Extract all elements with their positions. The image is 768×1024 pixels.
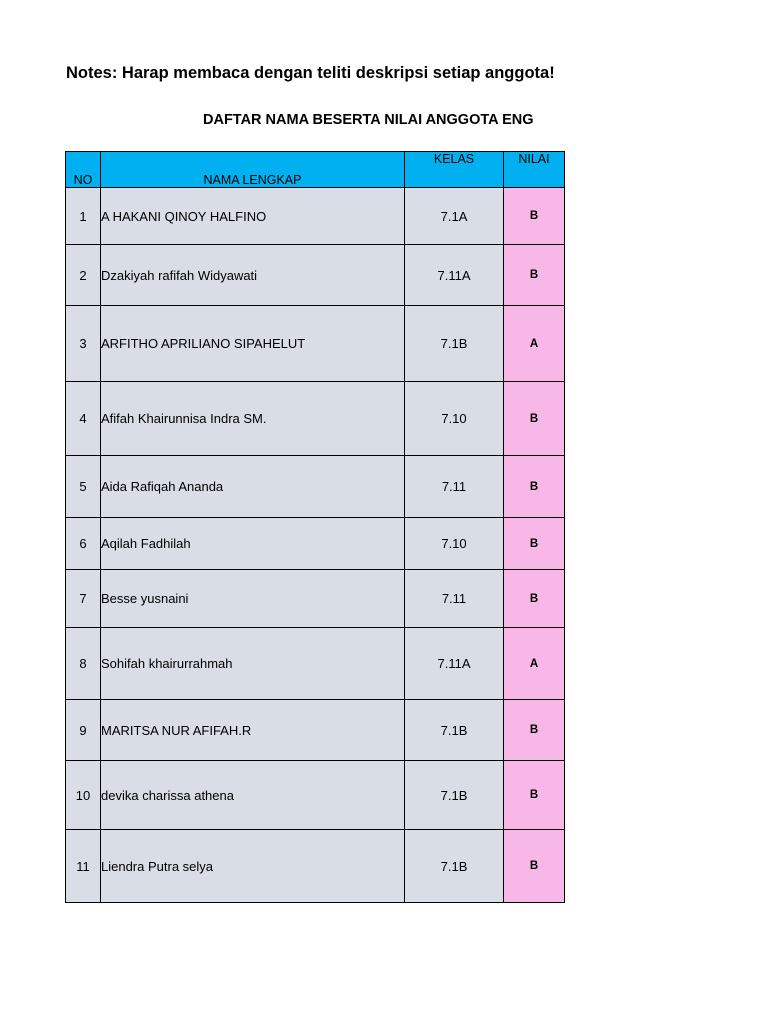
cell-nama: Besse yusnaini	[101, 570, 405, 628]
cell-nilai: B	[504, 830, 565, 903]
cell-kelas: 7.1A	[405, 188, 504, 245]
table-row	[66, 456, 565, 518]
cell-no: 7	[66, 570, 101, 628]
table-row	[66, 830, 565, 903]
cell-no: 3	[66, 306, 101, 382]
cell-no: 2	[66, 245, 101, 306]
cell-kelas: 7.1B	[405, 830, 504, 903]
cell-no: 9	[66, 700, 101, 761]
column-header-nilai: NILAI	[504, 152, 565, 188]
cell-kelas: 7.10	[405, 518, 504, 570]
table-row	[66, 700, 565, 761]
cell-nilai: B	[504, 518, 565, 570]
cell-nama: devika charissa athena	[101, 761, 405, 830]
cell-nama: Dzakiyah rafifah Widyawati	[101, 245, 405, 306]
cell-no: 1	[66, 188, 101, 245]
table-row	[66, 382, 565, 456]
cell-nama: A HAKANI QINOY HALFINO	[101, 188, 405, 245]
cell-nama: MARITSA NUR AFIFAH.R	[101, 700, 405, 761]
cell-kelas: 7.11A	[405, 245, 504, 306]
page-title: DAFTAR NAMA BESERTA NILAI ANGGOTA ENG	[203, 112, 534, 128]
cell-kelas: 7.1B	[405, 761, 504, 830]
table-row	[66, 306, 565, 382]
cell-no: 8	[66, 628, 101, 700]
cell-kelas: 7.1B	[405, 700, 504, 761]
cell-nilai: B	[504, 700, 565, 761]
table-row	[66, 628, 565, 700]
cell-kelas: 7.11	[405, 570, 504, 628]
cell-no: 5	[66, 456, 101, 518]
cell-kelas: 7.11A	[405, 628, 504, 700]
cell-nama: Afifah Khairunnisa Indra SM.	[101, 382, 405, 456]
cell-no: 6	[66, 518, 101, 570]
table-row	[66, 570, 565, 628]
cell-nilai: B	[504, 761, 565, 830]
table-row	[66, 761, 565, 830]
cell-nama: Liendra Putra selya	[101, 830, 405, 903]
table-row	[66, 188, 565, 245]
notes-text: Notes: Harap membaca dengan teliti deskripsi setiap anggota!	[66, 64, 555, 82]
column-header-no: NO	[66, 152, 101, 188]
cell-kelas: 7.10	[405, 382, 504, 456]
cell-nama: Aida Rafiqah Ananda	[101, 456, 405, 518]
cell-nilai: A	[504, 306, 565, 382]
cell-no: 10	[66, 761, 101, 830]
column-header-kelas: KELAS	[405, 152, 504, 188]
cell-nama: Sohifah khairurrahmah	[101, 628, 405, 700]
cell-nilai: B	[504, 456, 565, 518]
cell-nilai: B	[504, 570, 565, 628]
table-header-row	[66, 152, 565, 188]
cell-no: 11	[66, 830, 101, 903]
cell-nama: ARFITHO APRILIANO SIPAHELUT	[101, 306, 405, 382]
table-row	[66, 245, 565, 306]
cell-nama: Aqilah Fadhilah	[101, 518, 405, 570]
cell-nilai: B	[504, 245, 565, 306]
column-header-nama: NAMA LENGKAP	[101, 152, 405, 188]
cell-nilai: B	[504, 382, 565, 456]
table-row	[66, 518, 565, 570]
cell-nilai: B	[504, 188, 565, 245]
cell-kelas: 7.11	[405, 456, 504, 518]
cell-kelas: 7.1B	[405, 306, 504, 382]
cell-nilai: A	[504, 628, 565, 700]
cell-no: 4	[66, 382, 101, 456]
member-table	[65, 151, 565, 903]
